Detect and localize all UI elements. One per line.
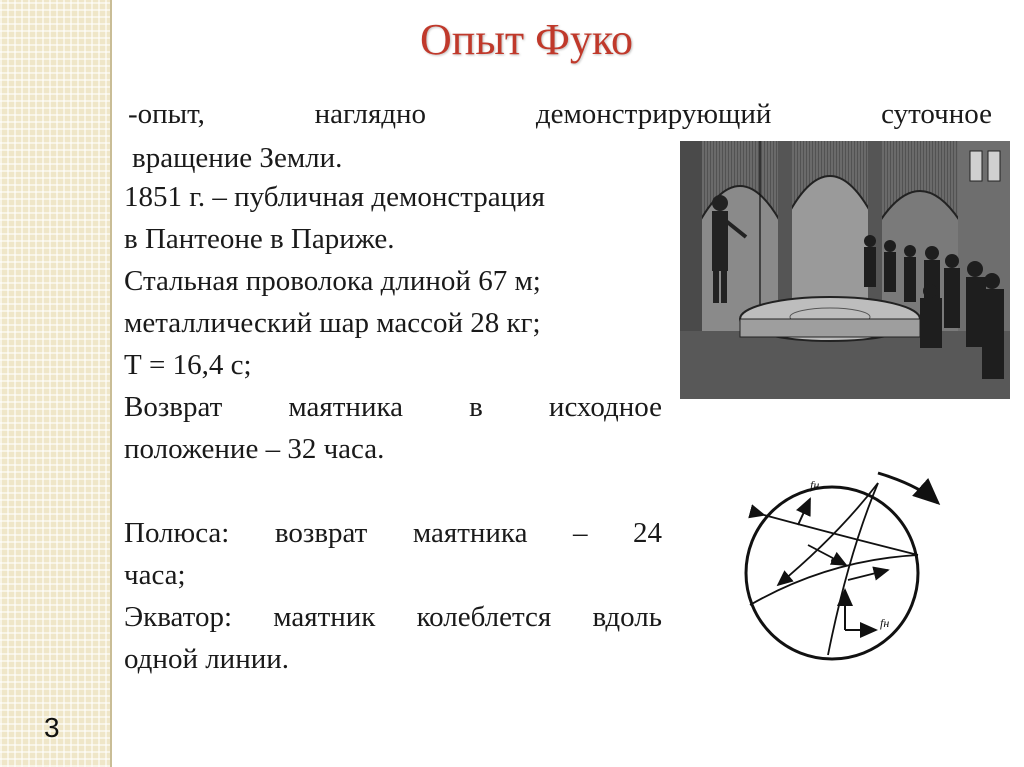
return-line-1: Возврат маятника в исходное [124,391,662,423]
facts-text [124,176,662,680]
decorative-side-strip [0,0,111,767]
intro-line-1 [128,92,992,136]
poles-line-1: Полюса: возврат маятника – 24 [124,517,662,549]
pantheon-engraving-image [680,141,1010,399]
equator-line-1: Экватор: маятник колеблется вдоль [124,601,662,633]
return-line-2: положение – 32 часа. [124,433,385,465]
slide-title: Опыт Фуко [420,15,634,64]
intro-word: наглядно [314,98,427,130]
period: Т = 16,4 с; [124,349,252,381]
intro-line-2: вращение Земли. [132,142,343,174]
slide-number: 3 [44,712,60,743]
intro-word: демонстрирующий [535,98,772,130]
ball-mass: металлический шар массой 28 кг; [124,307,541,339]
spacer [124,470,662,512]
equator-line-2: одной линии. [124,643,290,675]
demo-line-1: 1851 г. – публичная демонстрация [124,181,545,213]
demo-line-2: в Пантеоне в Париже. [124,223,395,255]
force-label-top: fн [810,478,820,492]
side-strip-border [110,0,112,767]
intro-word: суточное [881,98,993,130]
rotation-arrow [878,473,938,503]
pendulum-trajectory-diagram [728,455,953,665]
intro-word: -опыт, [128,98,205,130]
force-label-bottom: fн [880,616,890,630]
poles-line-2: часа; [124,559,186,591]
wire-length: Стальная проволока длиной 67 м; [124,265,541,297]
